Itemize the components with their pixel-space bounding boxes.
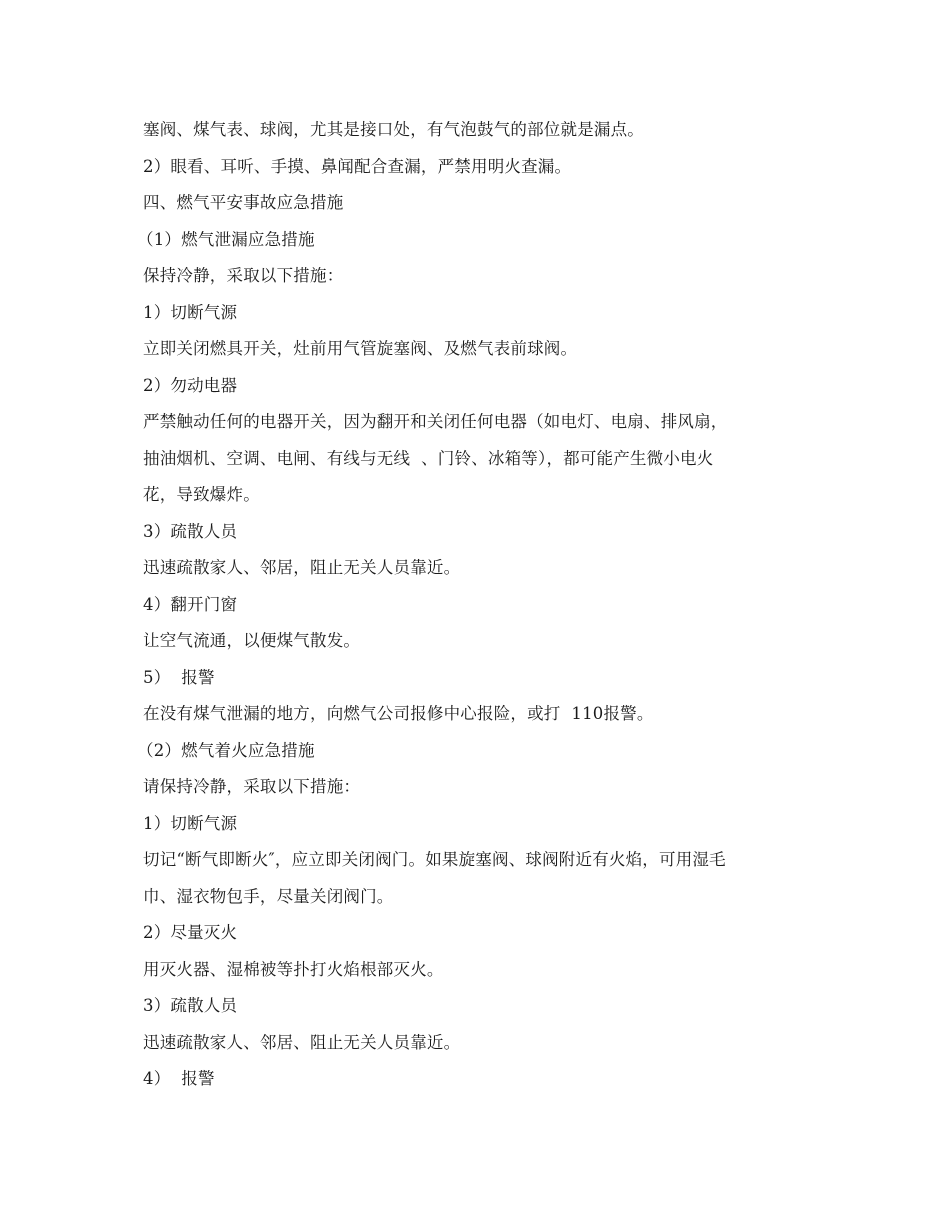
text-line: 严禁触动任何的电器开关，因为翻开和关闭任何电器（如电灯、电扇、排风扇， — [143, 412, 728, 431]
step-heading: 5） 报警 — [143, 667, 215, 687]
step-heading: 4） 报警 — [143, 1069, 215, 1088]
step-heading: 2）尽量灭火 — [143, 923, 238, 942]
text-line: 抽油烟机、空调、电闸、有线与无线 、门铃、冰箱等），都可能产生微小电火 — [143, 448, 714, 468]
step-heading: 1）切断气源 — [143, 302, 238, 322]
section-heading: 四、燃气平安事故应急措施 — [143, 193, 344, 212]
text-line: 用灭火器、湿棉被等扑打火焰根部灭火。 — [143, 959, 444, 979]
step-heading: 3）疏散人员 — [143, 996, 238, 1015]
text-line: 保持冷静，采取以下措施： — [143, 266, 344, 285]
document-body — [137, 116, 823, 1102]
step-heading: 1）切断气源 — [143, 813, 238, 833]
step-heading: 4）翻开门窗 — [143, 594, 238, 614]
step-heading: 2）勿动电器 — [143, 375, 238, 395]
text-line: 花，导致爆炸。 — [143, 485, 260, 504]
text-line: 切记“断气即断火″，应立即关闭阀门。如果旋塞阀、球阀附近有火焰，可用湿毛 — [143, 850, 726, 869]
subsection-heading: （2）燃气着火应急措施 — [137, 740, 315, 760]
step-heading: 3）疏散人员 — [143, 521, 238, 541]
text-line: 让空气流通，以便煤气散发。 — [143, 631, 361, 650]
text-line: 塞阀、煤气表、球阀，尤其是接口处，有气泡鼓气的部位就是漏点。 — [143, 120, 644, 139]
text-line: 巾、湿衣物包手，尽量关闭阀门。 — [143, 886, 394, 906]
text-line: 2）眼看、耳听、手摸、鼻闻配合查漏，严禁用明火查漏。 — [143, 156, 572, 176]
subsection-heading: （1）燃气泄漏应急措施 — [137, 229, 315, 249]
text-line: 迅速疏散家人、邻居，阻止无关人员靠近。 — [143, 558, 461, 577]
text-line: 迅速疏散家人、邻居、阻止无关人员靠近。 — [143, 1032, 461, 1052]
text-line: 在没有煤气泄漏的地方，向燃气公司报修中心报险，或打 110报警。 — [143, 704, 654, 723]
text-line: 请保持冷静，采取以下措施： — [143, 777, 361, 796]
text-line: 立即关闭燃具开关，灶前用气管旋塞阀、及燃气表前球阀。 — [143, 339, 578, 358]
